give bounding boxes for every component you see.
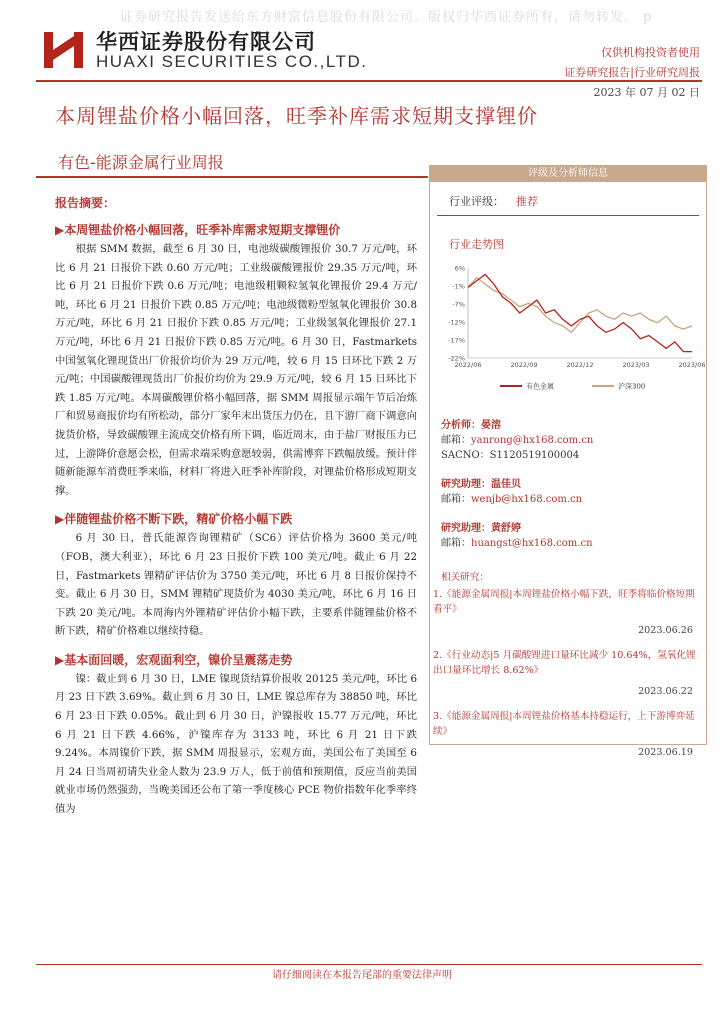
report-subtitle: 有色-能源金属行业周报 xyxy=(58,153,224,172)
x-tick-label: 2022/09 xyxy=(510,361,538,369)
series-line-csi300 xyxy=(468,278,692,333)
legal-notice: 请仔细阅读在本报告尾部的重要法律声明 xyxy=(272,970,452,981)
x-tick-label: 2022/12 xyxy=(566,361,594,369)
y-tick-label: -12% xyxy=(448,318,465,327)
sidebar-divider xyxy=(437,215,699,216)
subtitle-divider xyxy=(36,176,428,178)
related-item-link[interactable]: 2.《行业动态|5 月碳酸锂进口量环比减少 10.64%，氢氧化锂出口量环比增长 8.62%》 xyxy=(433,650,696,676)
section-heading xyxy=(55,510,417,529)
email-label: 邮箱： xyxy=(441,538,471,549)
report-type-tag: 证券研究报告|行业研究周报 xyxy=(564,66,700,79)
x-tick-label: 2022/06 xyxy=(454,361,482,369)
legend-label: 有色金属 xyxy=(526,382,554,391)
triangle-bullet-icon: ▶ xyxy=(55,223,65,237)
section-heading xyxy=(55,651,417,670)
trend-chart-label: 行业走势图 xyxy=(449,238,504,251)
summary-section xyxy=(55,510,417,641)
audience-tag: 仅供机构投资者使用 xyxy=(601,46,700,59)
email-label: 邮箱： xyxy=(441,435,471,446)
report-date: 2023 年 07 月 02 日 xyxy=(593,86,700,99)
report-title: 本周锂盐价格小幅回落，旺季补库需求短期支撑锂价 xyxy=(55,104,538,128)
summary-heading: 报告摘要： xyxy=(55,196,116,210)
summary-section xyxy=(55,651,417,819)
sidebar-header: 评级及分析师信息 xyxy=(429,165,707,182)
y-tick-label: -22% xyxy=(448,354,465,363)
related-item-date: 2023.06.26 xyxy=(638,625,693,636)
company-name-en: HUAXI SECURITIES CO.,LTD. xyxy=(96,52,368,71)
analyst-name: 研究助理：黄舒婷 xyxy=(441,523,521,534)
summary-column xyxy=(55,194,417,829)
watermark: 证券研究报告发送给东方财富信息股份有限公司。版权归华西证券所有，请勿转发。 p xyxy=(120,10,653,25)
section-body: 根据 SMM 数据，截至 6 月 30 日，电池级碳酸锂报价 30.7 万元/吨，环比 6 月 21 日报价下跌 0.60 万元/吨；工业级碳酸锂报价 29.35 万元/吨，环比 6 月 21 日报价下跌 0.6 万元/吨；电池级粗颗粒氢氧化锂报价 29.4 万元/吨，环比 6 月 21 日报价下跌 0.85 万元/吨；电池级微粉型氢氧化锂报价 30.8 万元/吨，环比 6 月 21 日报价下跌 0.85 万元/吨；工业级氢氧化锂报价 27.1 万元/吨，环比 6 月 21 日报价下跌 0.85 万元/吨。6 月 30 日，Fastmarkets 中国氢氧化锂现货出厂价报价均价为 29 万元/吨，较 6 月 15 日环比下跌 2 万元/吨；中国碳酸锂现货出厂价报价均价为 29.9 万元/吨，较 6 月 15 日环比下跌 1.85 万元/吨。本周碳酸锂价格小幅回落，据 SMM 周报显示端午节后冶炼厂和贸易商报价均有所松动，部分厂家年末出货压力仍在，且下游厂商下调意向拢货价格，导致碳酸锂主流成交价格有所下调，临近周末，由于盐厂财报压力已过，上游降价意愿会松，但需求端采购意愿较弱，供需博弈下跌幅放缓。预计伴随新能源车消费旺季来临，材料厂将进入旺季补库阶段，对锂盐价格形成短期支撑。 xyxy=(55,243,417,497)
rating-label: 行业评级： xyxy=(449,195,504,208)
related-item-date: 2023.06.22 xyxy=(638,686,693,697)
section-heading xyxy=(55,221,417,240)
analyst-entry xyxy=(441,521,701,551)
related-heading: 相关研究： xyxy=(441,572,489,583)
analyst-entry xyxy=(441,418,701,463)
analyst-email-line xyxy=(441,433,701,448)
related-item-link[interactable]: 3.《能源金属周报|本周锂盐价格基本持稳运行，上下游博弈延续》 xyxy=(433,711,695,737)
header-divider xyxy=(36,80,702,82)
analyst-email-line xyxy=(441,536,701,551)
analyst-email-line xyxy=(441,492,701,507)
section-body: 6 月 30 日，普氏能源咨询锂精矿（SC6）评估价格为 3600 美元/吨（FOB，澳大利亚），环比 6 月 23 日报价下跌 100 美元/吨。截止 6 月 22 日，Fastmarkets 锂精矿评估价为 3750 美元/吨，环比 6 月 8 日报价保持不变。截止 6 月 30 日，SMM 锂精矿现货价为 4030 美元/吨，环比 6 月 16 日下跌 20 美元/吨。本周海内外锂精矿评估价小幅下跌，主要系伴随锂盐价格不断下跌，精矿价格难以继续持稳。 xyxy=(55,532,417,638)
industry-trend-chart xyxy=(440,258,706,398)
y-tick-label: 6% xyxy=(454,264,465,273)
analyst-sac-number: SACNO：S1120519100004 xyxy=(441,450,580,461)
x-tick-label: 2023/06 xyxy=(678,361,706,369)
analyst-name: 分析师：晏溶 xyxy=(441,420,501,431)
email-label: 邮箱： xyxy=(441,494,471,505)
section-heading-text: 基本面回暖，宏观面利空，镍价呈震荡走势 xyxy=(64,652,293,667)
legend-label: 沪深300 xyxy=(618,382,646,391)
x-tick-label: 2023/03 xyxy=(622,361,650,369)
triangle-bullet-icon: ▶ xyxy=(55,652,65,667)
analyst-email[interactable]: wenjb@hx168.com.cn xyxy=(471,494,583,505)
analyst-email[interactable]: huangst@hx168.com.cn xyxy=(471,538,593,549)
company-name-cn: 华西证券股份有限公司 xyxy=(96,30,316,54)
summary-section xyxy=(55,221,417,500)
industry-rating xyxy=(449,193,538,209)
huaxi-logo-icon xyxy=(44,28,86,70)
analyst-list xyxy=(441,418,701,551)
footer-divider xyxy=(36,964,702,965)
section-heading-text: 本周锂盐价格小幅回落，旺季补库需求短期支撑锂价 xyxy=(64,223,341,237)
related-item-date: 2023.06.19 xyxy=(638,747,693,758)
related-research xyxy=(433,570,699,770)
rating-value: 推荐 xyxy=(516,195,538,208)
analyst-name: 研究助理：温佳贝 xyxy=(441,479,521,490)
y-tick-label: -17% xyxy=(448,336,465,345)
section-heading-text: 伴随锂盐价格不断下跌，精矿价格小幅下跌 xyxy=(64,512,293,527)
related-item-link[interactable]: 1.《能源金属周报|本周锂盐价格小幅下跌，旺季将临价格短期看平》 xyxy=(433,589,695,615)
analyst-email[interactable]: yanrong@hx168.com.cn xyxy=(471,435,594,446)
series-line-nonferrous xyxy=(468,274,692,351)
y-tick-label: -7% xyxy=(452,300,465,309)
y-tick-label: -1% xyxy=(452,282,465,291)
section-body: 镍：截止到 6 月 30 日，LME 镍现货结算价报收 20125 美元/吨，环比 6 月 23 日下跌 3.69%。截止到 6 月 30 日，LME 镍总库存为 38850 吨，环比 6 月 23 日下跌 0.05%。截止到 6 月 30 日，沪镍报收 15.77 万元/吨，环比 6 月 21 日下跌 4.66%，沪镍库存为 3133 吨，环比 6 月 21 日下跌 9.24%。本周镍价下跌，据 SMM 周报显示，宏观方面，美国公布了美国至 6 月 24 日当周初请失业金人数为 23.9 万人，低于前值和预期值，反应当前美国就业市场仍然强劲，当晚美国还公布了第一季度核心 PCE 物价指数年化季率终值为 xyxy=(55,672,417,816)
triangle-bullet-icon: ▶ xyxy=(55,512,65,527)
analyst-entry xyxy=(441,477,701,507)
